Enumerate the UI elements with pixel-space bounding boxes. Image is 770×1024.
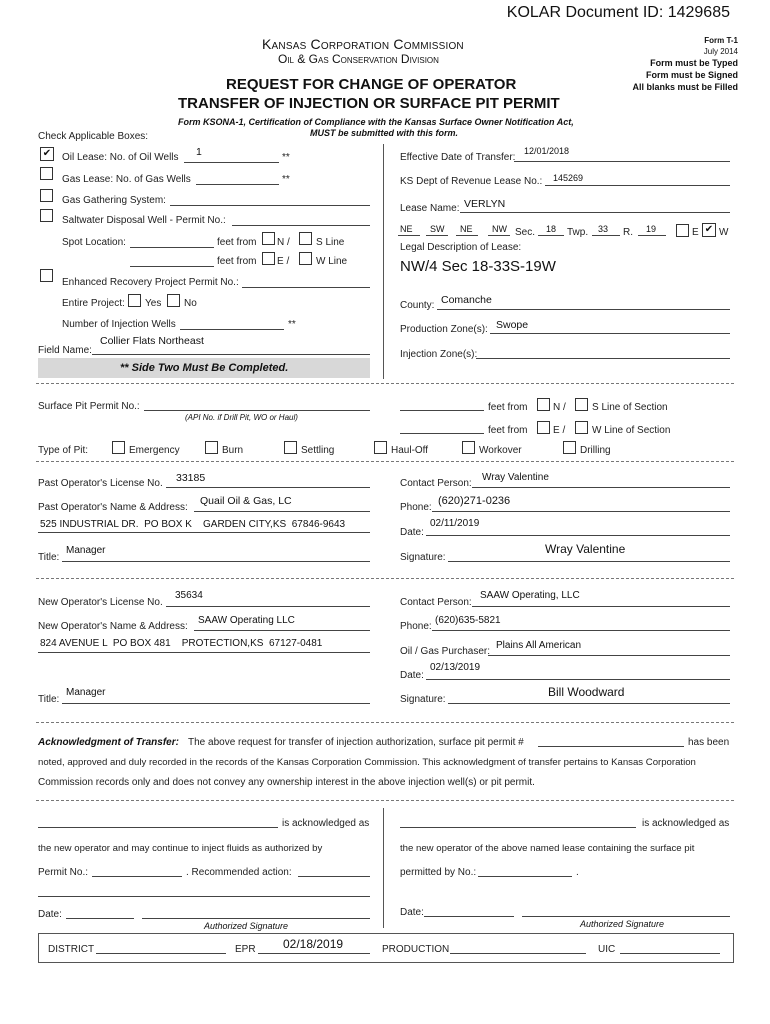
surface-pit-label: Surface Pit Permit No.: [38, 401, 140, 412]
swd-line[interactable] [232, 225, 370, 226]
gas-lease-checkbox[interactable] [40, 167, 53, 180]
past-title-line[interactable] [62, 561, 370, 562]
past-name-value: Quail Oil & Gas, LC [200, 495, 292, 507]
side-two-text: ** Side Two Must Be Completed. [120, 362, 289, 374]
production-zone-line[interactable] [490, 333, 730, 334]
num-injection-wells-label: Number of Injection Wells [62, 319, 176, 330]
uic-label: UIC [598, 944, 616, 955]
gas-lease-label: Gas Lease: No. of Gas Wells [62, 174, 191, 185]
requirement-signed: Form must be Signed [645, 70, 738, 80]
pit-feet-from-2: feet from [488, 425, 528, 436]
purchaser-label: Oil / Gas Purchaser: [400, 646, 491, 657]
ack-right-signature-line[interactable] [522, 916, 730, 917]
range-east-label: E [692, 227, 699, 238]
past-contact-label: Contact Person: [400, 478, 472, 489]
check-applicable-label: Check Applicable Boxes: [38, 131, 149, 142]
ack-left-signature-line[interactable] [142, 918, 370, 919]
past-phone-label: Phone: [400, 502, 432, 513]
section-rule-1 [36, 383, 734, 384]
ack-permit-no-label: Permit No.: [38, 867, 89, 878]
ack-right-is-acknowledged: is acknowledged as [642, 818, 730, 829]
past-license-value: 33185 [176, 472, 206, 484]
swd-checkbox[interactable] [40, 209, 53, 222]
pit-ns-line[interactable] [400, 410, 484, 411]
ksona-note-2: MUST be submitted with this form. [310, 128, 458, 138]
production-line[interactable] [450, 953, 586, 954]
ack-permit-line[interactable] [538, 746, 684, 747]
new-signature-label: Signature: [400, 694, 446, 705]
ack-left-auth-sig: Authorized Signature [204, 921, 289, 931]
epr-label: EPR [235, 944, 256, 955]
ks-dept-value: 145269 [553, 173, 584, 183]
purchaser-value: Plains All American [496, 640, 582, 651]
new-signature-line[interactable] [448, 703, 730, 704]
oil-lease-checkbox[interactable]: ✔ [40, 147, 54, 161]
pit-w-checkbox[interactable] [575, 421, 588, 434]
gas-gathering-checkbox[interactable] [40, 189, 53, 202]
lease-name-label: Lease Name: [400, 203, 460, 214]
pit-drilling-checkbox[interactable] [563, 441, 576, 454]
range-west-label: W [719, 227, 729, 238]
past-phone-line[interactable] [432, 511, 730, 512]
lease-name-line[interactable] [460, 212, 730, 213]
spot-ew-line[interactable] [130, 266, 214, 267]
gas-gathering-line[interactable] [170, 205, 370, 206]
agency-name: Kansas Corporation Commission [262, 36, 464, 52]
ack-bold-label: Acknowledgment of Transfer: [38, 737, 179, 748]
twp-label: Twp. [567, 227, 589, 238]
new-signature-value: Bill Woodward [548, 685, 625, 699]
new-address-value: 824 AVENUE L PO BOX 481 PROTECTION,KS 67127-0481 [40, 638, 323, 649]
past-date-label: Date: [400, 527, 424, 538]
new-date-line[interactable] [426, 679, 730, 680]
effective-date-line[interactable] [514, 161, 730, 162]
pit-settling-label: Settling [301, 445, 335, 456]
range-line [638, 235, 666, 236]
oil-wells-line[interactable] [184, 162, 279, 163]
new-name-value: SAAW Operating LLC [198, 615, 295, 626]
section-rule-2 [36, 461, 734, 462]
epr-value: 02/18/2019 [283, 937, 344, 951]
pit-n-label: N / [553, 402, 566, 413]
district-line[interactable] [96, 953, 226, 954]
api-note: (API No. if Drill Pit, WO or Haul) [185, 413, 298, 422]
num-injection-wells-stars: ** [288, 319, 296, 330]
spot-ns-line[interactable] [130, 247, 214, 248]
form-title-line2: TRANSFER OF INJECTION OR SURFACE PIT PERMIT [178, 95, 560, 112]
sec-label: Sec. [515, 227, 536, 238]
pit-settling-checkbox[interactable] [284, 441, 297, 454]
ack-permitted-by-line[interactable] [478, 876, 572, 877]
ack-left-is-acknowledged: is acknowledged as [282, 818, 370, 829]
surface-pit-line[interactable] [144, 410, 370, 411]
oil-wells-value: 1 [196, 146, 202, 158]
spot-s-checkbox[interactable] [299, 232, 312, 245]
ack-left-blank-line[interactable] [38, 896, 370, 897]
field-name-label: Field Name: [38, 345, 92, 356]
past-date-line[interactable] [426, 535, 730, 536]
ack-permit-no-line[interactable] [92, 876, 182, 877]
county-line[interactable] [437, 309, 730, 310]
past-contact-line[interactable] [472, 487, 730, 488]
entire-project-yes-label: Yes [145, 298, 162, 309]
epr-line[interactable] [258, 953, 370, 954]
new-title-value: Manager [66, 687, 106, 698]
past-phone-value: (620)271-0236 [438, 495, 511, 507]
spot-w-line-label: W Line [316, 256, 348, 267]
spot-e-checkbox[interactable] [262, 252, 275, 265]
oil-lease-label: Oil Lease: No. of Oil Wells [62, 152, 179, 163]
past-contact-value: Wray Valentine [482, 472, 549, 483]
pit-emergency-label: Emergency [129, 445, 180, 456]
production-label: PRODUCTION [382, 944, 450, 955]
range-east-box[interactable] [676, 224, 689, 237]
pit-feet-from-1: feet from [488, 402, 528, 413]
erp-label: Enhanced Recovery Project Permit No.: [62, 277, 239, 288]
ksona-note-1: Form KSONA-1, Certification of Compliance with the Kansas Surface Owner Notification Act, [178, 117, 574, 127]
form-title-line1: REQUEST FOR CHANGE OF OPERATOR [226, 76, 517, 93]
new-license-value: 35634 [175, 590, 203, 601]
quarter-4-line [488, 235, 510, 236]
new-address-line[interactable] [38, 652, 370, 653]
form-date: July 2014 [703, 47, 738, 56]
ack-left-date-line[interactable] [66, 918, 134, 919]
pit-haul-off-checkbox[interactable] [374, 441, 387, 454]
new-title-label: Title: [38, 694, 60, 705]
ack-right-date-label: Date: [400, 907, 424, 918]
entire-project-yes-checkbox[interactable] [128, 294, 141, 307]
past-signature-label: Signature: [400, 552, 446, 563]
pit-s-line-label: S Line of Section [592, 402, 668, 413]
new-phone-label: Phone: [400, 621, 432, 632]
spot-n-checkbox[interactable] [262, 232, 275, 245]
ack-left-date-label: Date: [38, 909, 62, 920]
twp-value: 33 [598, 224, 609, 234]
purchaser-line[interactable] [488, 655, 730, 656]
new-name-label: New Operator's Name & Address: [38, 621, 188, 632]
form-id: Form T-1 [704, 36, 738, 45]
injection-zone-line[interactable] [476, 358, 730, 359]
erp-line[interactable] [242, 287, 370, 288]
new-title-line[interactable] [62, 703, 370, 704]
quarter-3: NE [460, 224, 473, 234]
twp-line [592, 235, 620, 236]
column-divider [383, 144, 384, 379]
entire-project-no-label: No [184, 298, 197, 309]
new-license-line[interactable] [166, 606, 370, 607]
new-name-line[interactable] [194, 630, 370, 631]
requirement-typed: Form must be Typed [650, 58, 738, 68]
new-contact-value: SAAW Operating, LLC [480, 590, 580, 601]
past-address-value: 525 INDUSTRIAL DR. PO BOX K GARDEN CITY,KS 67846-9643 [40, 519, 346, 530]
legal-description-value: NW/4 Sec 18-33S-19W [400, 258, 556, 275]
new-license-label: New Operator's License No. [38, 597, 163, 608]
ack-right-operator-line[interactable] [400, 827, 636, 828]
ack-recommended-line[interactable] [298, 876, 370, 877]
range-west-checkbox[interactable]: ✔ [702, 223, 716, 237]
pit-haul-off-label: Haul-Off [391, 445, 429, 456]
section-rule-3 [36, 578, 734, 579]
section-rule-5 [36, 800, 734, 801]
gas-wells-line[interactable] [196, 184, 279, 185]
past-signature-line[interactable] [448, 561, 730, 562]
new-date-label: Date: [400, 670, 424, 681]
gas-wells-stars: ** [282, 174, 290, 185]
division-name: Oil & Gas Conservation Division [278, 52, 439, 66]
pit-burn-checkbox[interactable] [205, 441, 218, 454]
pit-drilling-label: Drilling [580, 445, 611, 456]
effective-date-label: Effective Date of Transfer: [400, 152, 516, 163]
spot-location-label: Spot Location: [62, 237, 126, 248]
num-injection-wells-line[interactable] [180, 329, 284, 330]
ack-right-new-operator: the new operator of the above named lease containing the surface pit [400, 843, 695, 854]
pit-workover-checkbox[interactable] [462, 441, 475, 454]
uic-line[interactable] [620, 953, 720, 954]
ack-right-date-line[interactable] [424, 916, 514, 917]
type-of-pit-label: Type of Pit: [38, 445, 89, 456]
ack-line3: Commission records only and does not convey any ownership interest in the above injection well(s) or pit permit. [38, 777, 535, 788]
pit-emergency-checkbox[interactable] [112, 441, 125, 454]
quarter-1-line [398, 235, 420, 236]
legal-description-label: Legal Description of Lease: [400, 242, 522, 253]
past-title-value: Manager [66, 545, 106, 556]
ks-dept-label: KS Dept of Revenue Lease No.: [400, 176, 543, 187]
pit-workover-label: Workover [479, 445, 522, 456]
production-zone-label: Production Zone(s): [400, 324, 488, 335]
gas-gathering-label: Gas Gathering System: [62, 195, 166, 206]
oil-wells-stars: ** [282, 152, 290, 163]
county-value: Comanche [441, 294, 492, 306]
pit-w-line-label: W Line of Section [592, 425, 671, 436]
quarter-2: SW [430, 224, 445, 234]
past-signature-value: Wray Valentine [545, 542, 626, 556]
new-contact-label: Contact Person: [400, 597, 472, 608]
ack-recommended-label: . Recommended action: [186, 867, 292, 878]
range-label: R. [623, 227, 633, 238]
ks-dept-line[interactable] [545, 185, 730, 186]
quarter-3-line [456, 235, 478, 236]
past-license-label: Past Operator's License No. [38, 478, 163, 489]
field-name-value: Collier Flats Northeast [100, 335, 204, 347]
pit-n-checkbox[interactable] [537, 398, 550, 411]
past-name-label: Past Operator's Name & Address: [38, 502, 188, 513]
past-title-label: Title: [38, 552, 60, 563]
new-phone-line[interactable] [432, 630, 730, 631]
entire-project-label: Entire Project: [62, 298, 125, 309]
quarter-1: NE [400, 224, 413, 234]
entire-project-no-checkbox[interactable] [167, 294, 180, 307]
past-address-line[interactable] [38, 532, 370, 533]
ack-line2: noted, approved and duly recorded in the records of the Kansas Corporation Commission. This acknowledgment of transfer pertains to Kansas Corporation [38, 757, 696, 768]
past-name-line[interactable] [194, 511, 370, 512]
swd-label: Saltwater Disposal Well - Permit No.: [62, 215, 226, 226]
past-license-line[interactable] [166, 487, 370, 488]
ack-line1: The above request for transfer of injection authorization, surface pit permit # [188, 737, 524, 748]
lease-name-value: VERLYN [464, 198, 506, 210]
range-value: 19 [646, 224, 657, 234]
new-date-value: 02/13/2019 [430, 662, 481, 673]
erp-checkbox[interactable] [40, 269, 53, 282]
ack-left-new-operator: the new operator and may continue to inject fluids as authorized by [38, 843, 323, 854]
ack-left-operator-line[interactable] [38, 827, 278, 828]
ack-permitted-by-label: permitted by No.: [400, 867, 477, 878]
effective-date-value: 12/01/2018 [524, 146, 570, 156]
injection-zone-label: Injection Zone(s): [400, 349, 478, 360]
new-phone-value: (620)635-5821 [435, 615, 501, 626]
spot-feet-from-2: feet from [217, 256, 257, 267]
spot-n-label: N / [277, 237, 290, 248]
spot-feet-from-1: feet from [217, 237, 257, 248]
sec-line [538, 235, 564, 236]
spot-w-checkbox[interactable] [299, 252, 312, 265]
ack-right-auth-sig: Authorized Signature [580, 919, 665, 929]
requirement-filled: All blanks must be Filled [632, 82, 738, 92]
spot-e-label: E / [277, 256, 290, 267]
pit-ew-line[interactable] [400, 433, 484, 434]
pit-e-checkbox[interactable] [537, 421, 550, 434]
quarter-4: NW [492, 224, 507, 234]
ack-has-been: has been [688, 737, 730, 748]
county-label: County: [400, 300, 435, 311]
past-date-value: 02/11/2019 [430, 518, 480, 529]
document-id: KOLAR Document ID: 1429685 [506, 4, 730, 21]
spot-s-line-label: S Line [316, 237, 345, 248]
quarter-2-line [426, 235, 448, 236]
production-zone-value: Swope [496, 319, 529, 331]
pit-burn-label: Burn [222, 445, 244, 456]
ack-permitted-by-period: . [576, 867, 579, 878]
pit-e-label: E / [553, 425, 566, 436]
sec-value: 18 [546, 224, 557, 234]
new-contact-line[interactable] [472, 606, 730, 607]
ack-column-divider [383, 808, 384, 928]
pit-s-checkbox[interactable] [575, 398, 588, 411]
field-name-line[interactable] [92, 354, 370, 355]
district-label: DISTRICT [48, 944, 95, 955]
section-rule-4 [36, 722, 734, 723]
